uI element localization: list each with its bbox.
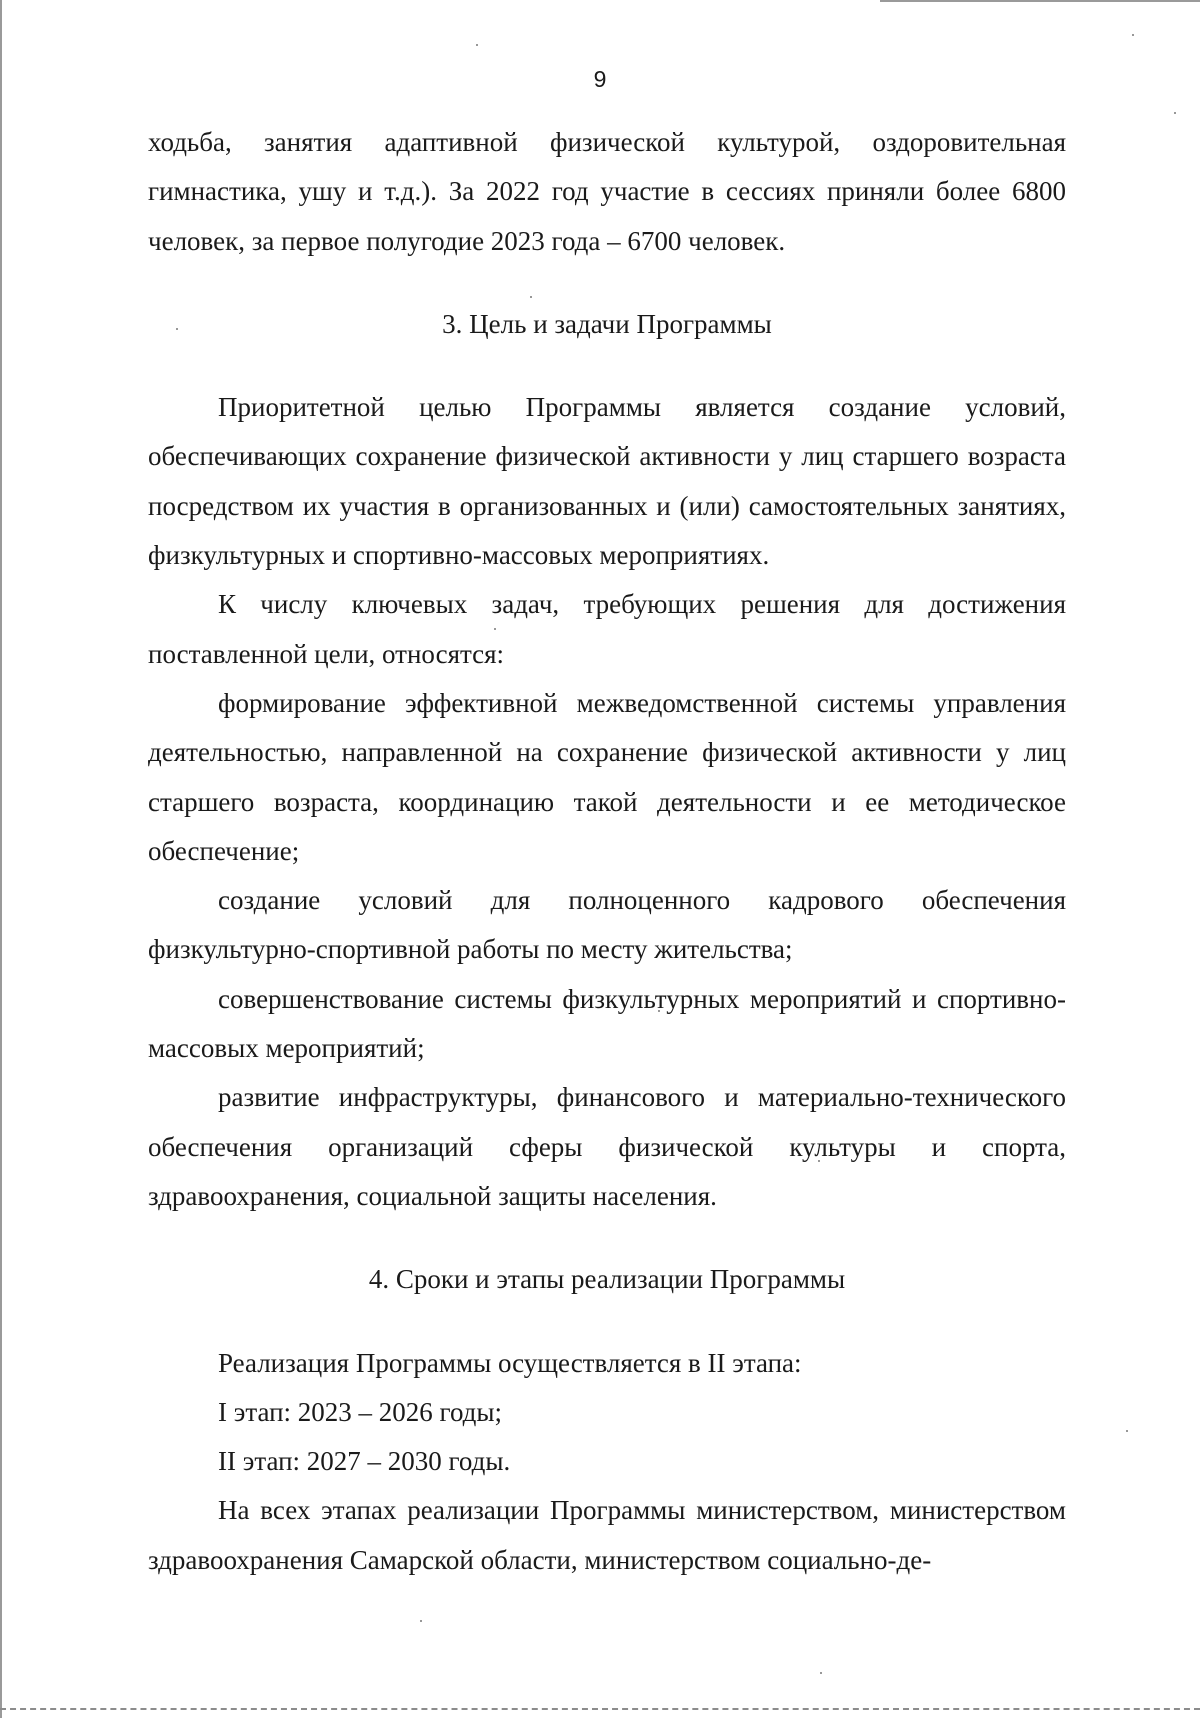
paragraph-priority-goal: Приоритетной целью Программы является создание условий, обеспечивающих сохранение физической активности у лиц старшего возраста посредством их участия в организованных и (или) самостоятельных занятиях, физкультурных и спортивно-массовых мероприятиях. xyxy=(148,392,1066,571)
task-item-management-system: формирование эффективной межведомственной системы управления деятельностью, направленной на сохранение физической активности у лиц старшего возраста, координацию такой деятельности и ее методическое обеспечение; xyxy=(148,687,1066,866)
page-number: 9 xyxy=(593,66,607,92)
task-item-events: совершенствование системы физкультурных мероприятий и спортивно-массовых мероприятий; xyxy=(148,983,1066,1064)
paragraph-key-tasks-intro: К числу ключевых задач, требующих решения для достижения поставленной цели, относятся: xyxy=(148,589,1066,669)
paragraph-all-stages: На всех этапах реализации Программы министерством, министерством здравоохранения Самарской области, министерством социально-де- xyxy=(148,1495,1066,1575)
scan-left-edge xyxy=(0,0,2,1718)
stage-item-2: II этап: 2027 – 2030 годы. xyxy=(218,1446,511,1477)
scan-bottom-edge xyxy=(0,1708,1200,1710)
scan-speck xyxy=(1132,34,1134,36)
section-heading-timeline: 4. Сроки и этапы реализации Программы xyxy=(368,1264,846,1295)
task-item-staffing: создание условий для полноценного кадрового обеспечения физкультурно-спортивной работы по месту жительства; xyxy=(148,885,1066,965)
scan-speck xyxy=(420,1620,422,1622)
scan-speck xyxy=(820,1672,822,1674)
scan-speck xyxy=(1126,1430,1128,1432)
paragraph-continuation: ходьба, занятия адаптивной физической культурой, оздоровительная гимнастика, ушу и т.д.). За 2022 год участие в сессиях приняли более 6800 человек, за первое полугодие 2023 года – 6700 человек. xyxy=(148,127,1066,256)
task-item-infrastructure: развитие инфраструктуры, финансового и материально-технического обеспечения организаций сферы физической культуры и спорта, здравоохранения, социальной защиты населения. xyxy=(148,1082,1066,1211)
document-body xyxy=(148,118,1066,1585)
scan-speck xyxy=(476,44,478,46)
stage-item-1: I этап: 2023 – 2026 годы; xyxy=(218,1396,503,1427)
scan-top-edge xyxy=(880,0,1200,2)
paragraph-stages-intro: Реализация Программы осуществляется в II этапа: xyxy=(218,1347,802,1378)
section-heading-goals: 3. Цель и задачи Программы xyxy=(442,308,772,339)
scan-speck xyxy=(1174,112,1176,114)
